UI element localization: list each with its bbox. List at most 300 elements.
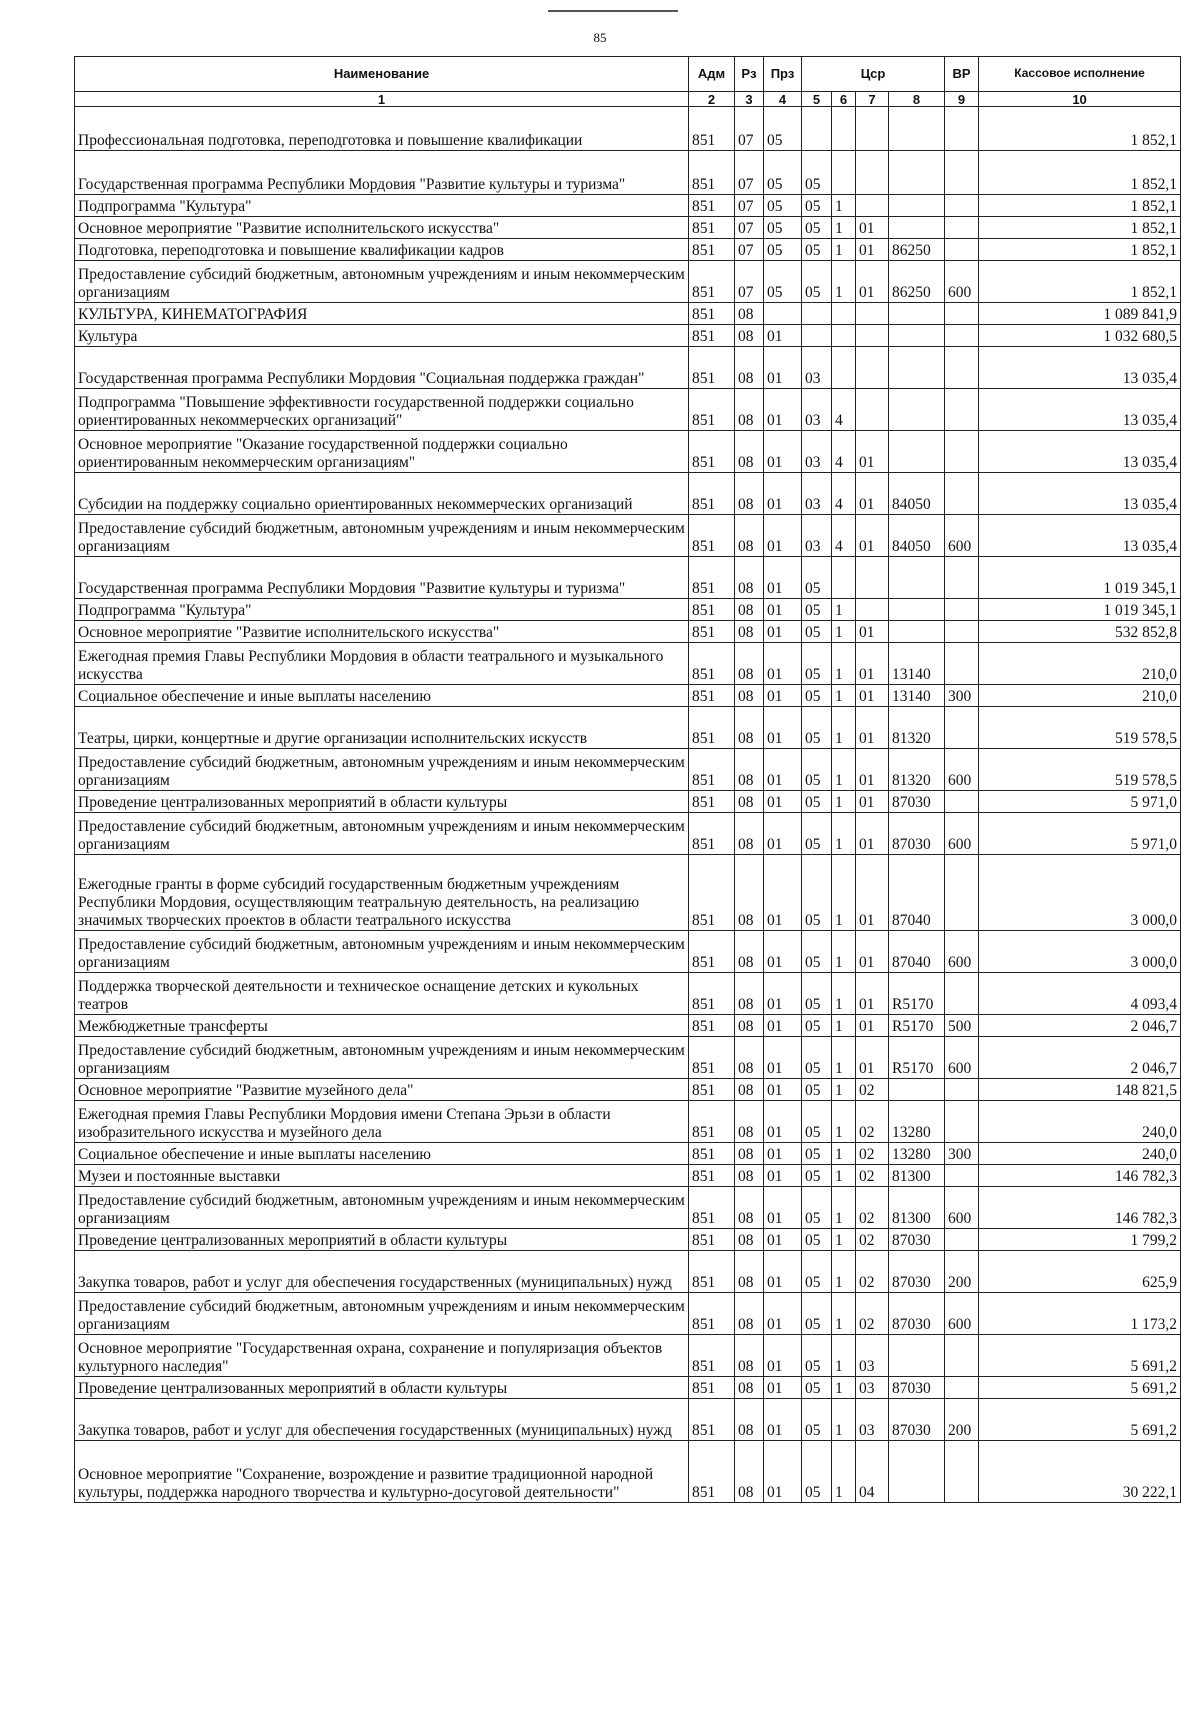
row-amount: 1 852,1 (979, 239, 1181, 261)
row-rz: 07 (735, 261, 764, 303)
table-row (75, 303, 1181, 325)
row-prz: 01 (764, 473, 802, 515)
row-name: Основное мероприятие "Развитие исполнительского искусства" (75, 217, 689, 239)
row-csr-event: 03 (856, 1377, 889, 1399)
row-csr-subprogram: 1 (832, 1377, 856, 1399)
row-csr-subprogram: 1 (832, 707, 856, 749)
row-adm: 851 (689, 1037, 735, 1079)
row-adm: 851 (689, 621, 735, 643)
row-prz: 05 (764, 217, 802, 239)
row-csr-subprogram: 1 (832, 239, 856, 261)
row-csr-program: 03 (802, 515, 832, 557)
row-adm: 851 (689, 973, 735, 1015)
row-csr-direction (889, 1335, 945, 1377)
row-rz: 07 (735, 239, 764, 261)
row-name: Профессиональная подготовка, переподготовка и повышение квалификации (75, 107, 689, 151)
row-rz: 08 (735, 303, 764, 325)
table-row (75, 389, 1181, 431)
row-amount: 13 035,4 (979, 389, 1181, 431)
row-csr-event (856, 195, 889, 217)
row-csr-event (856, 557, 889, 599)
col-num-9: 9 (945, 92, 979, 107)
row-vr (945, 107, 979, 151)
row-vr (945, 389, 979, 431)
row-csr-event: 02 (856, 1187, 889, 1229)
row-prz: 01 (764, 1399, 802, 1441)
row-name: Субсидии на поддержку социально ориентированных некоммерческих организаций (75, 473, 689, 515)
row-csr-subprogram: 1 (832, 855, 856, 931)
row-csr-event: 01 (856, 1015, 889, 1037)
table-row (75, 1377, 1181, 1399)
row-adm: 851 (689, 1079, 735, 1101)
row-vr (945, 1165, 979, 1187)
row-csr-direction: 87030 (889, 1399, 945, 1441)
row-csr-direction: 13280 (889, 1143, 945, 1165)
table-row (75, 1143, 1181, 1165)
row-vr: 600 (945, 1037, 979, 1079)
row-name: Предоставление субсидий бюджетным, автономным учреждениям и иным некоммерческим организациям (75, 1037, 689, 1079)
row-vr (945, 791, 979, 813)
row-csr-subprogram: 1 (832, 1187, 856, 1229)
row-adm: 851 (689, 325, 735, 347)
table-row (75, 1441, 1181, 1503)
row-csr-program (802, 107, 832, 151)
row-csr-event: 01 (856, 515, 889, 557)
row-csr-subprogram: 1 (832, 1251, 856, 1293)
row-csr-direction (889, 389, 945, 431)
row-adm: 851 (689, 599, 735, 621)
row-csr-direction: 81300 (889, 1165, 945, 1187)
row-csr-direction (889, 431, 945, 473)
row-csr-direction: 81300 (889, 1187, 945, 1229)
table-row (75, 557, 1181, 599)
row-prz: 01 (764, 515, 802, 557)
row-csr-event: 01 (856, 791, 889, 813)
table-row (75, 261, 1181, 303)
row-csr-program: 05 (802, 1377, 832, 1399)
row-csr-program: 05 (802, 151, 832, 195)
row-vr: 300 (945, 1143, 979, 1165)
row-vr (945, 431, 979, 473)
header-csr: Цср (802, 57, 945, 92)
row-csr-program: 05 (802, 1293, 832, 1335)
row-adm: 851 (689, 557, 735, 599)
row-csr-direction: 13140 (889, 685, 945, 707)
row-prz: 01 (764, 325, 802, 347)
row-adm: 851 (689, 1015, 735, 1037)
row-vr (945, 473, 979, 515)
row-adm: 851 (689, 389, 735, 431)
row-csr-direction (889, 303, 945, 325)
table-row (75, 1165, 1181, 1187)
row-adm: 851 (689, 1293, 735, 1335)
row-csr-program: 05 (802, 973, 832, 1015)
row-csr-program: 03 (802, 431, 832, 473)
row-name: Закупка товаров, работ и услуг для обеспечения государственных (муниципальных) нужд (75, 1251, 689, 1293)
row-rz: 08 (735, 515, 764, 557)
row-csr-program: 05 (802, 1143, 832, 1165)
row-csr-subprogram: 1 (832, 1101, 856, 1143)
row-rz: 07 (735, 217, 764, 239)
table-row (75, 1335, 1181, 1377)
header-adm: Адм (689, 57, 735, 92)
row-csr-event: 01 (856, 261, 889, 303)
row-amount: 625,9 (979, 1251, 1181, 1293)
row-rz: 08 (735, 599, 764, 621)
row-rz: 08 (735, 855, 764, 931)
row-adm: 851 (689, 931, 735, 973)
col-num-7: 7 (856, 92, 889, 107)
table-row (75, 1399, 1181, 1441)
row-amount: 4 093,4 (979, 973, 1181, 1015)
row-csr-direction: 87030 (889, 1229, 945, 1251)
row-rz: 08 (735, 1377, 764, 1399)
row-name: Межбюджетные трансферты (75, 1015, 689, 1037)
row-csr-subprogram: 1 (832, 1229, 856, 1251)
row-vr (945, 855, 979, 931)
row-name: Основное мероприятие "Развитие исполнительского искусства" (75, 621, 689, 643)
row-vr (945, 1079, 979, 1101)
row-adm: 851 (689, 685, 735, 707)
row-rz: 08 (735, 931, 764, 973)
row-amount: 1 173,2 (979, 1293, 1181, 1335)
row-csr-program: 05 (802, 749, 832, 791)
row-amount: 1 032 680,5 (979, 325, 1181, 347)
row-csr-program: 05 (802, 621, 832, 643)
row-csr-direction: 84050 (889, 515, 945, 557)
row-prz: 05 (764, 239, 802, 261)
row-name: Основное мероприятие "Государственная охрана, сохранение и популяризация объектов культурного наследия" (75, 1335, 689, 1377)
row-csr-direction (889, 217, 945, 239)
row-csr-subprogram: 4 (832, 431, 856, 473)
row-csr-event (856, 325, 889, 347)
row-adm: 851 (689, 1399, 735, 1441)
row-rz: 08 (735, 1015, 764, 1037)
row-prz: 01 (764, 855, 802, 931)
row-adm: 851 (689, 707, 735, 749)
row-amount: 1 852,1 (979, 151, 1181, 195)
row-csr-subprogram: 4 (832, 515, 856, 557)
row-vr: 600 (945, 515, 979, 557)
row-csr-subprogram: 1 (832, 217, 856, 239)
row-amount: 5 971,0 (979, 791, 1181, 813)
row-amount: 13 035,4 (979, 473, 1181, 515)
row-adm: 851 (689, 749, 735, 791)
row-csr-event (856, 347, 889, 389)
row-rz: 08 (735, 473, 764, 515)
row-prz: 05 (764, 151, 802, 195)
row-vr (945, 151, 979, 195)
header-row (75, 57, 1181, 92)
row-name: Ежегодная премия Главы Республики Мордовия в области театрального и музыкального искусства (75, 643, 689, 685)
row-csr-event (856, 599, 889, 621)
row-vr: 500 (945, 1015, 979, 1037)
row-amount: 13 035,4 (979, 431, 1181, 473)
page-number: 85 (593, 30, 607, 45)
row-amount: 3 000,0 (979, 855, 1181, 931)
row-csr-event: 01 (856, 973, 889, 1015)
table-row (75, 1037, 1181, 1079)
row-csr-subprogram: 1 (832, 621, 856, 643)
table-row (75, 855, 1181, 931)
row-rz: 08 (735, 347, 764, 389)
row-rz: 08 (735, 1187, 764, 1229)
row-prz: 01 (764, 643, 802, 685)
table-row (75, 151, 1181, 195)
row-name: Ежегодные гранты в форме субсидий государственным бюджетным учреждениям Республики Мордовия, осуществляющим театральную деятельность, на реализацию значимых творческих проектов в области театрального искусства (75, 855, 689, 931)
row-rz: 08 (735, 431, 764, 473)
table-row (75, 473, 1181, 515)
row-csr-program: 05 (802, 1187, 832, 1229)
row-rz: 08 (735, 685, 764, 707)
row-vr (945, 621, 979, 643)
row-csr-program: 05 (802, 707, 832, 749)
table-row (75, 685, 1181, 707)
row-rz: 08 (735, 1101, 764, 1143)
row-rz: 08 (735, 1037, 764, 1079)
table-row (75, 347, 1181, 389)
row-vr (945, 1377, 979, 1399)
row-rz: 08 (735, 813, 764, 855)
row-csr-event: 01 (856, 855, 889, 931)
row-csr-direction: 13280 (889, 1101, 945, 1143)
row-adm: 851 (689, 473, 735, 515)
row-csr-subprogram: 1 (832, 685, 856, 707)
row-prz: 01 (764, 1101, 802, 1143)
row-amount: 240,0 (979, 1101, 1181, 1143)
row-prz (764, 303, 802, 325)
row-csr-event: 01 (856, 217, 889, 239)
row-amount: 30 222,1 (979, 1441, 1181, 1503)
row-csr-subprogram: 1 (832, 599, 856, 621)
row-prz: 01 (764, 621, 802, 643)
row-csr-program: 05 (802, 1399, 832, 1441)
row-csr-event: 02 (856, 1229, 889, 1251)
row-prz: 05 (764, 261, 802, 303)
row-prz: 01 (764, 813, 802, 855)
row-adm: 851 (689, 1377, 735, 1399)
table-row (75, 973, 1181, 1015)
row-vr (945, 195, 979, 217)
row-amount: 3 000,0 (979, 931, 1181, 973)
row-vr: 600 (945, 1187, 979, 1229)
row-csr-event: 01 (856, 707, 889, 749)
row-amount: 5 691,2 (979, 1335, 1181, 1377)
row-name: Проведение централизованных мероприятий в области культуры (75, 791, 689, 813)
table-row (75, 599, 1181, 621)
row-name: Предоставление субсидий бюджетным, автономным учреждениям и иным некоммерческим организациям (75, 261, 689, 303)
row-prz: 01 (764, 389, 802, 431)
row-csr-subprogram (832, 325, 856, 347)
row-name: Подготовка, переподготовка и повышение квалификации кадров (75, 239, 689, 261)
row-csr-direction: 87040 (889, 855, 945, 931)
row-csr-event (856, 303, 889, 325)
table-row (75, 195, 1181, 217)
row-rz: 08 (735, 707, 764, 749)
row-csr-program: 05 (802, 1015, 832, 1037)
col-num-2: 2 (689, 92, 735, 107)
row-amount: 1 852,1 (979, 217, 1181, 239)
row-adm: 851 (689, 217, 735, 239)
row-csr-subprogram: 1 (832, 1335, 856, 1377)
row-csr-subprogram: 1 (832, 813, 856, 855)
row-csr-program: 05 (802, 195, 832, 217)
row-csr-subprogram: 4 (832, 473, 856, 515)
row-vr (945, 303, 979, 325)
row-csr-direction (889, 151, 945, 195)
row-amount: 519 578,5 (979, 707, 1181, 749)
header-prz: Прз (764, 57, 802, 92)
row-csr-subprogram: 1 (832, 195, 856, 217)
row-csr-program: 03 (802, 389, 832, 431)
row-vr (945, 1229, 979, 1251)
row-prz: 05 (764, 195, 802, 217)
header-numbers-row (75, 92, 1181, 107)
row-adm: 851 (689, 855, 735, 931)
table-row (75, 621, 1181, 643)
row-csr-program: 05 (802, 1165, 832, 1187)
row-rz: 08 (735, 643, 764, 685)
row-csr-program: 05 (802, 239, 832, 261)
row-prz: 01 (764, 685, 802, 707)
col-num-4: 4 (764, 92, 802, 107)
row-name: КУЛЬТУРА, КИНЕМАТОГРАФИЯ (75, 303, 689, 325)
row-vr (945, 1335, 979, 1377)
row-name: Поддержка творческой деятельности и техническое оснащение детских и кукольных театров (75, 973, 689, 1015)
row-prz: 01 (764, 1187, 802, 1229)
row-csr-event: 01 (856, 431, 889, 473)
row-csr-direction (889, 347, 945, 389)
row-name: Предоставление субсидий бюджетным, автономным учреждениям и иным некоммерческим организациям (75, 931, 689, 973)
row-vr (945, 217, 979, 239)
row-rz: 08 (735, 1229, 764, 1251)
row-rz: 08 (735, 1079, 764, 1101)
row-csr-subprogram: 1 (832, 1037, 856, 1079)
row-vr (945, 643, 979, 685)
row-rz: 08 (735, 325, 764, 347)
row-prz: 01 (764, 599, 802, 621)
row-csr-direction: 87030 (889, 1251, 945, 1293)
row-csr-direction (889, 621, 945, 643)
row-csr-program: 05 (802, 931, 832, 973)
row-csr-program: 03 (802, 473, 832, 515)
row-adm: 851 (689, 1335, 735, 1377)
row-csr-subprogram: 4 (832, 389, 856, 431)
header-rz: Рз (735, 57, 764, 92)
row-name: Подпрограмма "Культура" (75, 195, 689, 217)
row-csr-program: 05 (802, 1441, 832, 1503)
row-csr-direction: 87030 (889, 1293, 945, 1335)
row-name: Предоставление субсидий бюджетным, автономным учреждениям и иным некоммерческим организациям (75, 1187, 689, 1229)
row-vr: 200 (945, 1399, 979, 1441)
row-csr-program: 05 (802, 685, 832, 707)
row-csr-subprogram: 1 (832, 791, 856, 813)
row-prz: 01 (764, 1377, 802, 1399)
row-prz: 01 (764, 1441, 802, 1503)
row-csr-program: 05 (802, 557, 832, 599)
row-vr: 600 (945, 931, 979, 973)
row-csr-event (856, 389, 889, 431)
row-csr-program (802, 303, 832, 325)
row-csr-subprogram (832, 303, 856, 325)
row-rz: 08 (735, 389, 764, 431)
row-name: Культура (75, 325, 689, 347)
row-rz: 08 (735, 1293, 764, 1335)
row-rz: 08 (735, 1441, 764, 1503)
row-csr-direction: 87030 (889, 791, 945, 813)
row-csr-program: 05 (802, 791, 832, 813)
row-rz: 08 (735, 1251, 764, 1293)
table-row (75, 1079, 1181, 1101)
row-csr-direction: R5170 (889, 1015, 945, 1037)
row-adm: 851 (689, 1229, 735, 1251)
row-prz: 01 (764, 973, 802, 1015)
table-row (75, 707, 1181, 749)
table-row (75, 931, 1181, 973)
col-num-10: 10 (979, 92, 1181, 107)
row-prz: 01 (764, 1229, 802, 1251)
table-row (75, 1015, 1181, 1037)
row-csr-event: 01 (856, 643, 889, 685)
row-adm: 851 (689, 1187, 735, 1229)
row-csr-event (856, 151, 889, 195)
row-amount: 532 852,8 (979, 621, 1181, 643)
row-prz: 01 (764, 1015, 802, 1037)
row-name: Основное мероприятие "Сохранение, возрождение и развитие традиционной народной культуры, поддержка народного творчества и культурно-досуговой деятельности" (75, 1441, 689, 1503)
row-prz: 01 (764, 791, 802, 813)
row-adm: 851 (689, 791, 735, 813)
row-amount: 2 046,7 (979, 1037, 1181, 1079)
row-csr-direction: 87040 (889, 931, 945, 973)
row-rz: 08 (735, 621, 764, 643)
row-vr (945, 1101, 979, 1143)
row-csr-event: 01 (856, 621, 889, 643)
row-rz: 08 (735, 973, 764, 1015)
row-vr (945, 1441, 979, 1503)
table-row (75, 643, 1181, 685)
row-amount: 1 089 841,9 (979, 303, 1181, 325)
row-csr-direction (889, 195, 945, 217)
row-amount: 210,0 (979, 685, 1181, 707)
row-csr-direction: 87030 (889, 1377, 945, 1399)
col-num-8: 8 (889, 92, 945, 107)
row-rz: 07 (735, 195, 764, 217)
row-prz: 01 (764, 1251, 802, 1293)
row-csr-direction (889, 599, 945, 621)
row-rz: 08 (735, 791, 764, 813)
row-csr-subprogram: 1 (832, 1293, 856, 1335)
row-prz: 01 (764, 1143, 802, 1165)
row-csr-direction: 81320 (889, 749, 945, 791)
row-vr (945, 347, 979, 389)
row-csr-event: 01 (856, 685, 889, 707)
row-amount: 1 019 345,1 (979, 599, 1181, 621)
row-csr-program: 05 (802, 261, 832, 303)
col-num-5: 5 (802, 92, 832, 107)
row-adm: 851 (689, 1165, 735, 1187)
row-csr-subprogram: 1 (832, 931, 856, 973)
row-adm: 851 (689, 303, 735, 325)
row-rz: 08 (735, 1165, 764, 1187)
row-adm: 851 (689, 1441, 735, 1503)
row-csr-program: 05 (802, 1101, 832, 1143)
row-prz: 01 (764, 1335, 802, 1377)
table-row (75, 1293, 1181, 1335)
row-csr-subprogram: 1 (832, 1441, 856, 1503)
row-adm: 851 (689, 1143, 735, 1165)
row-prz: 01 (764, 707, 802, 749)
row-adm: 851 (689, 643, 735, 685)
